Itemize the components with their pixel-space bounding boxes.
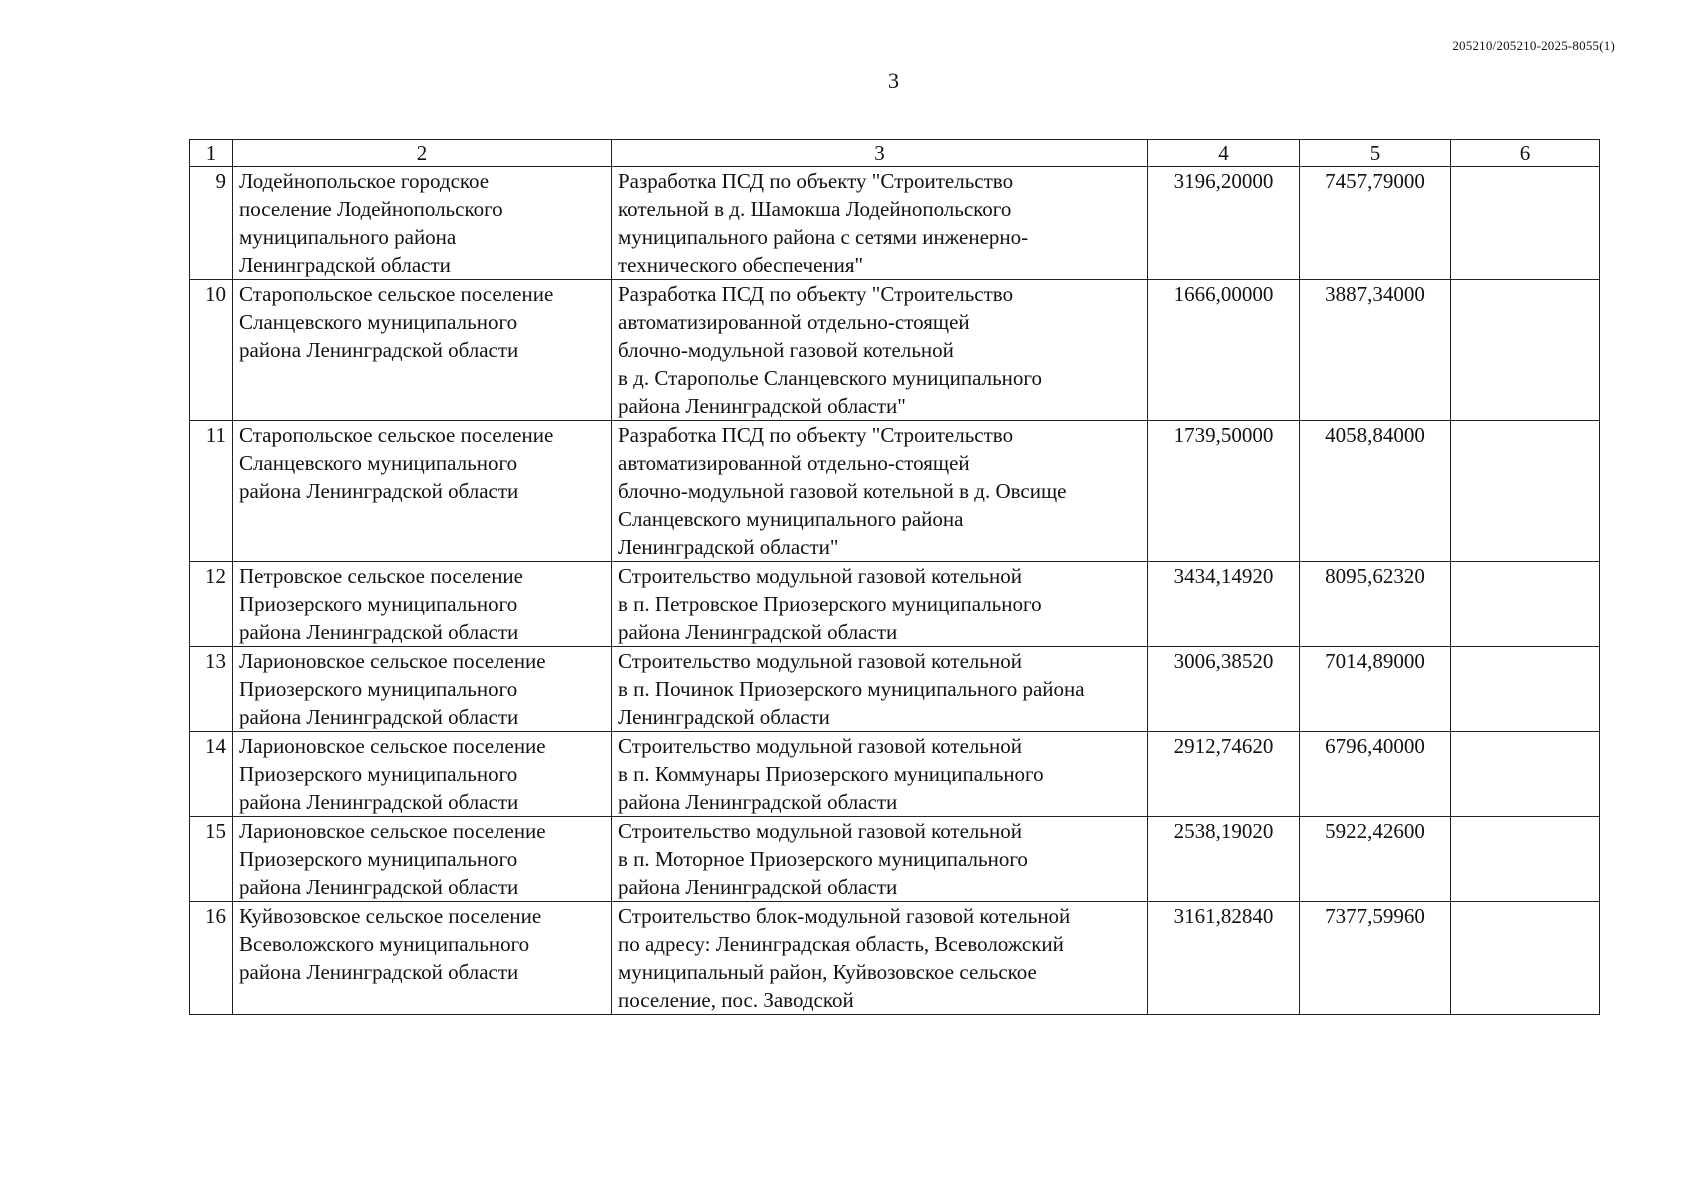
object-line: Сланцевского муниципального района [618, 507, 964, 531]
object-line: автоматизированной отдельно-стоящей [618, 310, 970, 334]
object-line: Строительство блок-модульной газовой котельной [618, 904, 1071, 928]
amount-col4-cell: 3196,20000 [1148, 167, 1300, 280]
table-body [190, 167, 1600, 1015]
column6-cell [1451, 167, 1600, 280]
column6-cell [1451, 732, 1600, 817]
subject-line: района Ленинградской области [239, 960, 519, 984]
amount-col5-cell: 5922,42600 [1300, 817, 1451, 902]
amount-col5-cell: 4058,84000 [1300, 421, 1451, 562]
object-line: автоматизированной отдельно-стоящей [618, 451, 970, 475]
object-line: в п. Коммунары Приозерского муниципального [618, 762, 1044, 786]
column6-cell [1451, 280, 1600, 421]
table-row [190, 280, 1600, 421]
object-line: по адресу: Ленинградская область, Всеволожский [618, 932, 1064, 956]
object-line: поселение, пос. Заводской [618, 988, 854, 1012]
column6-cell [1451, 647, 1600, 732]
table-row [190, 902, 1600, 1015]
object-cell [612, 562, 1148, 647]
subject-line: района Ленинградской области [239, 338, 519, 362]
table-row [190, 562, 1600, 647]
object-cell [612, 902, 1148, 1015]
table-row [190, 732, 1600, 817]
object-line: котельной в д. Шамокша Лодейнопольского [618, 197, 1012, 221]
object-cell [612, 732, 1148, 817]
subject-line: района Ленинградской области [239, 790, 519, 814]
row-number-cell: 15 [190, 817, 233, 902]
column-header: 6 [1451, 140, 1600, 167]
subject-line: Сланцевского муниципального [239, 310, 518, 334]
subject-line: Приозерского муниципального [239, 592, 518, 616]
page-number: 3 [888, 68, 899, 93]
subject-line: Ларионовское сельское поселение [239, 649, 546, 673]
subject-line: Всеволожского муниципального [239, 932, 530, 956]
subject-line: района Ленинградской области [239, 875, 519, 899]
subject-line: района Ленинградской области [239, 479, 519, 503]
row-number-cell: 9 [190, 167, 233, 280]
object-cell [612, 167, 1148, 280]
object-line: Ленинградской области" [618, 535, 839, 559]
subject-line: Сланцевского муниципального [239, 451, 518, 475]
object-cell [612, 817, 1148, 902]
amount-col4-cell: 2912,74620 [1148, 732, 1300, 817]
subject-line: Петровское сельское поселение [239, 564, 523, 588]
amount-col4-cell: 3434,14920 [1148, 562, 1300, 647]
subject-line: Приозерского муниципального [239, 847, 518, 871]
subject-line: района Ленинградской области [239, 705, 519, 729]
object-cell [612, 647, 1148, 732]
object-line: района Ленинградской области [618, 620, 898, 644]
subject-cell [233, 817, 612, 902]
row-number-cell: 11 [190, 421, 233, 562]
column-header: 1 [190, 140, 233, 167]
amount-col5-cell: 7457,79000 [1300, 167, 1451, 280]
object-line: технического обеспечения" [618, 253, 864, 277]
column-header: 2 [233, 140, 612, 167]
object-line: района Ленинградской области [618, 875, 898, 899]
object-line: муниципальный район, Куйвозовское сельское [618, 960, 1037, 984]
subject-cell [233, 562, 612, 647]
object-line: в п. Починок Приозерского муниципального района [618, 677, 1085, 701]
row-number-cell: 16 [190, 902, 233, 1015]
amount-col4-cell: 1739,50000 [1148, 421, 1300, 562]
subject-cell [233, 732, 612, 817]
object-line: района Ленинградской области" [618, 394, 906, 418]
subject-line: Куйвозовское сельское поселение [239, 904, 542, 928]
object-line: в д. Старополье Сланцевского муниципального [618, 366, 1042, 390]
subject-line: Лодейнопольское городское [239, 169, 490, 193]
subject-cell [233, 902, 612, 1015]
column6-cell [1451, 421, 1600, 562]
subject-line: Ларионовское сельское поселение [239, 819, 546, 843]
object-line: в п. Петровское Приозерского муниципального [618, 592, 1042, 616]
object-line: в п. Моторное Приозерского муниципального [618, 847, 1028, 871]
subject-line: муниципального района [239, 225, 457, 249]
object-line: Строительство модульной газовой котельной [618, 819, 1022, 843]
table-row [190, 817, 1600, 902]
table-row [190, 647, 1600, 732]
header-row [190, 140, 1600, 167]
amount-col5-cell: 7014,89000 [1300, 647, 1451, 732]
subject-line: Старопольское сельское поселение [239, 423, 554, 447]
subject-cell [233, 167, 612, 280]
object-cell [612, 280, 1148, 421]
object-line: Разработка ПСД по объекту "Строительство [618, 282, 1014, 306]
row-number-cell: 14 [190, 732, 233, 817]
amount-col5-cell: 8095,62320 [1300, 562, 1451, 647]
table-row [190, 421, 1600, 562]
row-number-cell: 10 [190, 280, 233, 421]
subject-line: Ларионовское сельское поселение [239, 734, 546, 758]
amount-col4-cell: 3161,82840 [1148, 902, 1300, 1015]
subject-line: района Ленинградской области [239, 620, 519, 644]
document-id: 205210/205210-2025-8055(1) [1452, 38, 1615, 53]
object-line: района Ленинградской области [618, 790, 898, 814]
subject-cell [233, 421, 612, 562]
object-line: блочно-модульной газовой котельной в д. Овсище [618, 479, 1067, 503]
subject-line: Приозерского муниципального [239, 762, 518, 786]
table-row [190, 167, 1600, 280]
subject-cell [233, 647, 612, 732]
column-header: 4 [1148, 140, 1300, 167]
subject-line: Приозерского муниципального [239, 677, 518, 701]
subject-line: поселение Лодейнопольского [239, 197, 503, 221]
amount-col4-cell: 3006,38520 [1148, 647, 1300, 732]
column-header: 3 [612, 140, 1148, 167]
object-line: Строительство модульной газовой котельной [618, 649, 1022, 673]
object-line: Строительство модульной газовой котельной [618, 734, 1022, 758]
amount-col4-cell: 2538,19020 [1148, 817, 1300, 902]
object-line: блочно-модульной газовой котельной [618, 338, 954, 362]
subject-cell [233, 280, 612, 421]
amount-col5-cell: 7377,59960 [1300, 902, 1451, 1015]
amount-col5-cell: 6796,40000 [1300, 732, 1451, 817]
object-line: Ленинградской области [618, 705, 830, 729]
row-number-cell: 13 [190, 647, 233, 732]
column6-cell [1451, 817, 1600, 902]
subject-line: Старопольское сельское поселение [239, 282, 554, 306]
subject-line: Ленинградской области [239, 253, 451, 277]
object-cell [612, 421, 1148, 562]
row-number-cell: 12 [190, 562, 233, 647]
object-line: Разработка ПСД по объекту "Строительство [618, 169, 1014, 193]
amount-col5-cell: 3887,34000 [1300, 280, 1451, 421]
amount-col4-cell: 1666,00000 [1148, 280, 1300, 421]
object-line: муниципального района с сетями инженерно- [618, 225, 1029, 249]
funding-table [189, 139, 1600, 1015]
column6-cell [1451, 902, 1600, 1015]
object-line: Строительство модульной газовой котельной [618, 564, 1022, 588]
object-line: Разработка ПСД по объекту "Строительство [618, 423, 1014, 447]
column-header: 5 [1300, 140, 1451, 167]
column6-cell [1451, 562, 1600, 647]
